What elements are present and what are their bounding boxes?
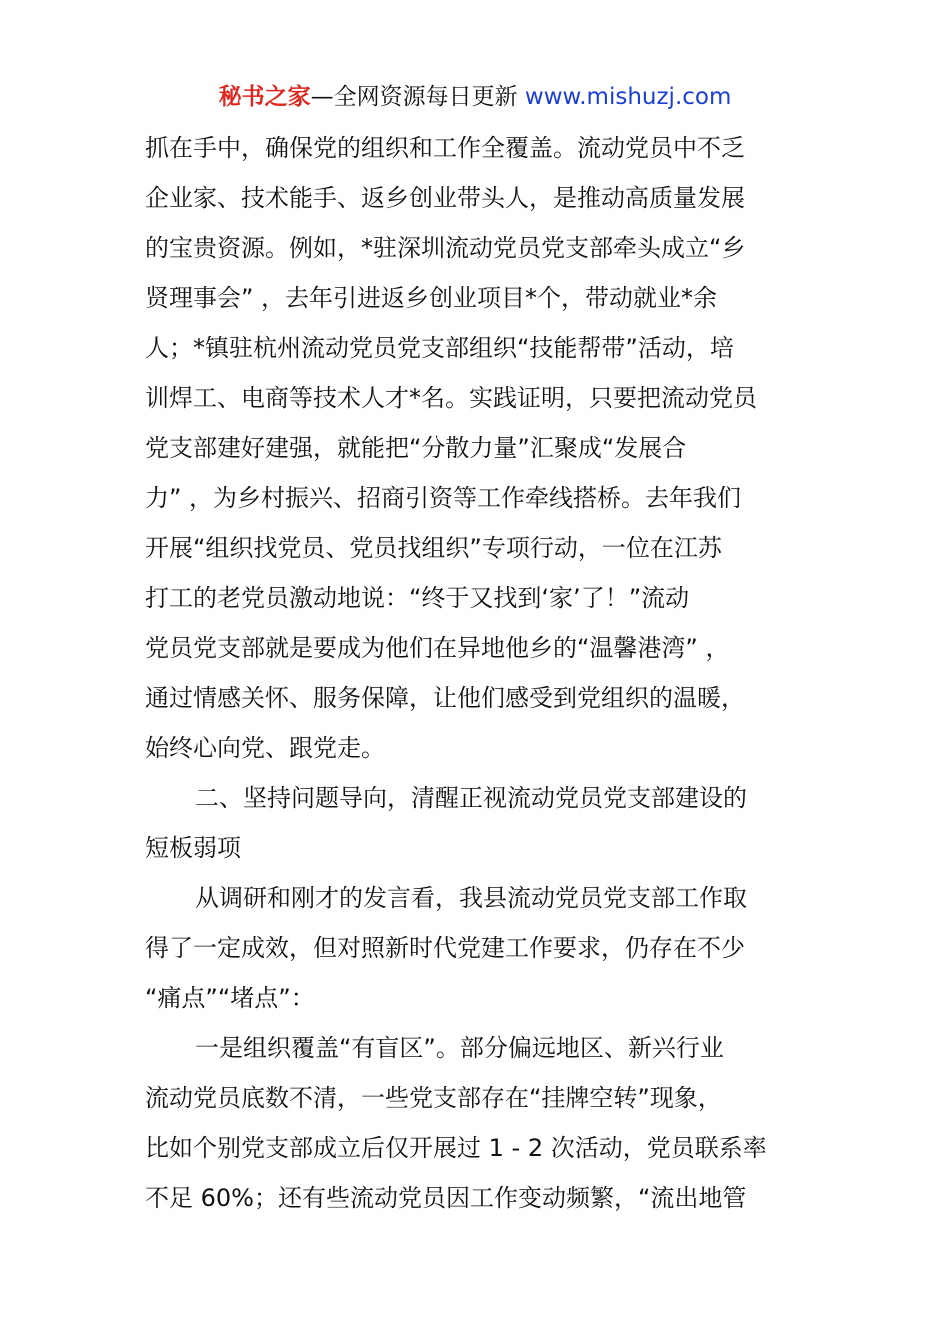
site-tagline: —全网资源每日更新 — [310, 84, 525, 110]
text-line-22: 不足 60%；还有些流动党员因工作变动频繁，“流出地管 — [145, 1184, 747, 1212]
text-line-11: 党员党支部就是要成为他们在异地他乡的“温馨港湾” ， — [145, 634, 730, 662]
text-line-1: 抓在手中，确保党的组织和工作全覆盖。流动党员中不乏 — [145, 134, 745, 162]
text-line-4: 贤理事会” ，去年引进返乡创业项目*个，带动就业*余 — [145, 284, 718, 312]
section-heading-line-1: 二、坚持问题导向，清醒正视流动党员党支部建设的 — [195, 784, 747, 812]
section-heading-line-2: 短板弱项 — [145, 834, 241, 862]
text-line-8: 力” ，为乡村振兴、招商引资等工作牵线搭桥。去年我们 — [145, 484, 742, 512]
text-line-21: 比如个别党支部成立后仅开展过 1 - 2 次活动，党员联系率 — [145, 1134, 767, 1162]
text-line-3: 的宝贵资源。例如，*驻深圳流动党员党支部牵头成立“乡 — [145, 234, 746, 262]
text-line-18: “痛点”“堵点”： — [145, 984, 315, 1012]
text-line-6: 训焊工、电商等技术人才*名。实践证明，只要把流动党员 — [145, 384, 757, 412]
text-line-17: 得了一定成效，但对照新时代党建工作要求，仍存在不少 — [145, 934, 745, 962]
site-url[interactable]: www.mishuzj.com — [524, 84, 732, 110]
site-header — [0, 80, 950, 114]
site-brand: 秘书之家 — [218, 84, 311, 110]
text-line-19: 一是组织覆盖“有盲区”。部分偏远地区、新兴行业 — [195, 1034, 724, 1062]
text-line-9: 开展“组织找党员、党员找组织”专项行动，一位在江苏 — [145, 534, 722, 562]
text-line-2: 企业家、技术能手、返乡创业带头人，是推动高质量发展 — [145, 184, 745, 212]
text-line-20: 流动党员底数不清，一些党支部存在“挂牌空转”现象， — [145, 1084, 722, 1112]
document-body — [145, 123, 807, 1223]
text-line-13: 始终心向党、跟党走。 — [145, 734, 385, 762]
text-line-10: 打工的老党员激动地说：“终于又找到‘家’了！”流动 — [145, 584, 690, 612]
text-line-16: 从调研和刚才的发言看，我县流动党员党支部工作取 — [195, 884, 747, 912]
text-line-12: 通过情感关怀、服务保障，让他们感受到党组织的温暖， — [145, 684, 745, 712]
text-line-7: 党支部建好建强，就能把“分散力量”汇聚成“发展合 — [145, 434, 687, 462]
text-line-5: 人；*镇驻杭州流动党员党支部组织“技能帮带”活动，培 — [145, 334, 734, 362]
